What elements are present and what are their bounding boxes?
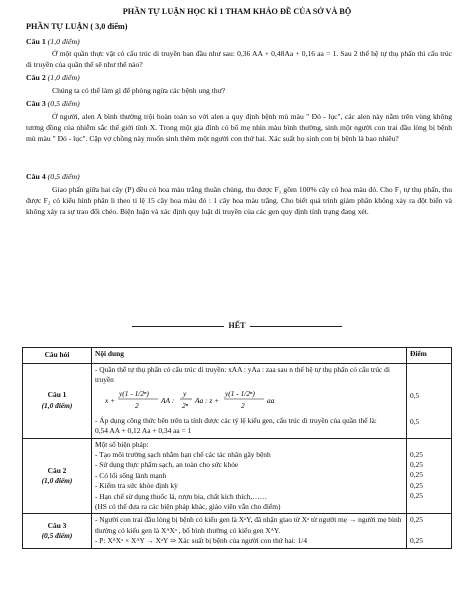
formula-den-3: 2	[241, 400, 245, 410]
header-question: Câu hỏi	[23, 348, 92, 364]
end-rule-right	[250, 326, 342, 327]
formula-num-1: y(1 - 1/2ⁿ)	[119, 388, 149, 398]
formula-term-2: AA :	[161, 395, 175, 405]
row3-scores: 0,25 0,25	[407, 514, 452, 548]
row2-question: Câu 2 (1,0 điểm)	[23, 438, 92, 514]
row2-content: Một số biện pháp: - Tạo môi trường sạch nhằm hạn chế các tác nhân gây bệnh - Sử dụng thực phẩm sạch, an toàn cho sức khỏe - Có lối sống lành mạnh - Kiểm tra sức khỏe định kỳ - Hạn chế sử dụng thuốc lá, rượu bia, chất kích thích,…… (HS có thể đưa ra các biện pháp khác, giáo viên vẫn cho điểm)	[92, 438, 407, 514]
answer-table	[22, 347, 452, 549]
table-row-q2	[23, 438, 452, 514]
genotype-formula	[95, 386, 403, 416]
question-4-label: Câu 4 (0,5 điểm)	[26, 172, 80, 181]
row1-content: - Quần thể tự thụ phấn có cấu trúc di truyền: xAA : yAa : zaa sau n thế hệ tự thụ phấn có cấu trúc di truyền x + y(1 - 1/2ⁿ) 2 AA : y 2ⁿ Aa : z + y(1 - 1/2ⁿ) 2 aa - Áp dụng công thức bên trên ta tính được các tỷ lệ kiểu gen, cấu trúc di truyền của quần thể là: 0,54 AA + 0,12 Aa + 0,34 aa = 1	[92, 364, 407, 439]
end-rule-left	[132, 326, 224, 327]
row3-question: Câu 3 (0,5 điểm)	[23, 514, 92, 548]
formula-term-1: x +	[105, 395, 116, 405]
formula-num-2: y	[183, 388, 187, 398]
formula-term-3: Aa : z +	[195, 395, 220, 405]
formula-num-3: y(1 - 1/2ⁿ)	[225, 388, 255, 398]
question-1-text: Ở một quần thực vật có cấu trúc di truyền ban đầu như sau: 0,36 AA + 0,48Aa + 0,16 aa = 1. Sau 2 thế hệ tự thụ phấn thì cấu trúc di truyền của quần thể sẽ như thế nào?	[26, 49, 452, 70]
row1-scores: 0,5 0,5	[407, 364, 452, 439]
table-header-row	[23, 348, 452, 364]
formula-term-4: aa	[267, 395, 275, 405]
end-marker: HẾT	[0, 321, 474, 330]
row1-question: Câu 1 (1,0 điểm)	[23, 364, 92, 439]
page-title: PHẦN TỰ LUẬN HỌC KÌ 1 THAM KHẢO ĐỀ CỦA SỞ VÀ BỘ	[122, 7, 352, 16]
question-2-label: Câu 2 (1,0 điểm)	[26, 73, 80, 82]
question-3-text: Ở người, alen A bình thường trội hoàn toàn so với alen a quy định bệnh mù màu " Đỏ - lục", các alen này nằm trên vùng không tương đồng của nhiễm sắc thể giới tính X. Trong một gia đình có bố mẹ nhìn màu bình thường, sinh một người con trai đầu lòng bị bệnh mù màu " Đỏ - lục". Cặp vợ chồng này muốn sinh thêm một người con thứ hai. Xác suất họ sinh con bị bệnh là bao nhiêu?	[26, 112, 452, 144]
header-score: Điểm	[407, 348, 452, 364]
row3-content: - Người con trai đầu lòng bị bệnh có kiểu gen là XᵃY, đã nhận giao tử Xᵃ từ người mẹ → người mẹ bình thường có kiểu gen là XᴬXᵃ , bố bình thường có kiểu gen XᴬY. - P: XᴬXᵃ × XᴬY → XᵃY ⇒ Xác suất bị bệnh của người con thứ hai: 1/4	[92, 514, 407, 548]
question-2-text: Chúng ta có thể làm gì để phòng ngừa các bệnh ung thư?	[52, 86, 226, 95]
question-3-label: Câu 3 (0,5 điểm)	[26, 99, 80, 108]
question-1-label: Câu 1 (1,0 điểm)	[26, 37, 80, 46]
header-content: Nội dung	[92, 348, 407, 364]
table-row-q3	[23, 514, 452, 548]
section-heading: PHẦN TỰ LUẬN ( 3,0 điểm)	[26, 22, 128, 31]
formula-den-1: 2	[135, 400, 139, 410]
formula-den-2: 2ⁿ	[182, 400, 189, 410]
table-row-q1	[23, 364, 452, 439]
row2-scores: 0,25 0,25 0,25 0,25 0,25	[407, 438, 452, 514]
question-4-text: Giao phấn giữa hai cây (P) đều có hoa màu trắng thuần chủng, thu được F₁ gồm 100% cây có hoa màu đỏ. Cho F₁ tự thụ phấn, thu được F₂ có kiểu hình phân li theo tỉ lệ 15 cây hoa màu đỏ : 1 cây hoa màu trắng. Cho biết quá trình giảm phân không xảy ra đột biến và không xảy ra sự trao đổi chéo. Biện luận và xác định quy luật di truyền của các gen quy định tính trạng đang xét.	[26, 185, 452, 217]
